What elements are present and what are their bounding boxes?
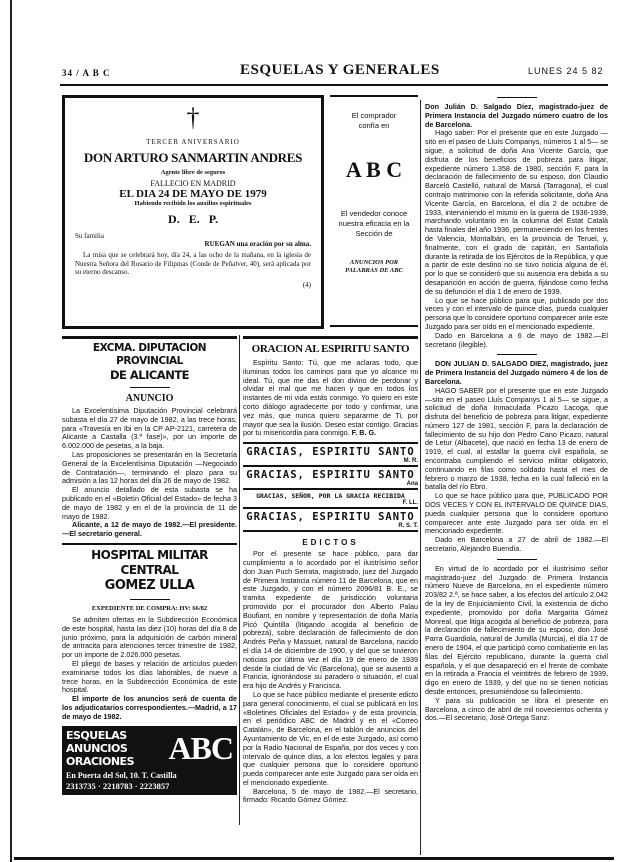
thanks-notice: [243, 488, 418, 507]
separator: [497, 97, 537, 98]
edictos-section: [243, 538, 418, 805]
bottom-rule: [14, 857, 614, 860]
expediente-label: EXPEDIENTE DE COMPRA: HV: 66/82: [91, 604, 208, 612]
death-date: EL DIA 24 DE MAYO DE 1979: [119, 188, 267, 200]
anuncio-label: ANUNCIO: [125, 393, 174, 404]
hospital-para: El importe de los anuncios será de cuenta de los adjudicatarios correspondientes.—Madrid, a 17 de mayo de 1982.: [62, 694, 237, 721]
edicto-para: Barcelona, 5 de mayo de 1982.—El secretario, firmado: Ricardo Gómez Gómez.: [243, 786, 418, 805]
hospital-para: El pliego de bases y relación de artículos pueden examinarse todos los días laborables, de nueve a trece horas, en la Subdirección Económica de este hospital.: [62, 658, 237, 695]
oracion-title: ORACION AL ESPIRITU SANTO: [251, 343, 410, 355]
column-rule: [420, 100, 421, 855]
diputacion-signature: Alicante, a 12 de mayo de 1982.—El presidente.—El secretario general.: [62, 520, 237, 539]
hospital-title: HOSPITAL MILITAR CENTRAL: [91, 547, 208, 577]
oracion-notice: [243, 336, 418, 532]
separator: [130, 599, 170, 600]
promo-line-2: El vendedor conoce nuestra eficacia en la Sección de: [338, 209, 410, 238]
mass-info: La misa que se celebrará hoy, día 24, a las ocho de la mañana, en la iglesia de Nuestra Señora del Rosario de Filipinas (Conde de Peñalver, 40), será aplicada por su eterno descanso.: [75, 251, 311, 276]
right-column-edicts: [425, 92, 608, 723]
separator: [497, 354, 537, 355]
separator: [497, 559, 537, 560]
diputacion-title-2: DE ALICANTE: [109, 368, 190, 382]
hospital-notice: [62, 543, 237, 722]
thanks-text: GRACIAS, SEÑOR, POR LA GRACIA RECIBIDA: [256, 492, 405, 501]
edict-1-para: Dado en Barcelona a 6 de mayo de 1982.—El secretario (ilegible).: [425, 330, 608, 349]
thanks-text: GRACIAS, ESPIRITU SANTO: [246, 446, 415, 459]
edict-1-heading: Don Julián D. Salgado Díez, magistrado-juez de Primera Instancia del Juzgado número cuatro de los de Barcelona.: [425, 102, 608, 129]
thanks-initials: R. S. T.: [398, 523, 418, 530]
ad-line-anuncios: ANUNCIOS: [66, 741, 128, 755]
edict-2-para: HAGO SABER por el presente que en este Juzgado —sito en el paseo Lluís Companys 1 al 5— se sigue, a solicitud de doña Inmaculada Picazo Lacoga, que disfruta del beneficio de pobreza para litigar, expediente número 127 de 1981, sección F, para la declaración de fallecimiento de su hijo don Pedro Cano Picazo, natural de Letur (Albacete), que nació en fecha 13 de enero de 1919, el cual, al estallar la guerra civil española, se encontraba cumpliendo el servicio militar obligatorio, continuando en filas como soldado hasta el mes de febrero o marzo de 1938, fecha en la cual falleció en la batalla del río Ebro.: [425, 385, 608, 492]
thanks-initials: Ana: [406, 481, 418, 488]
edicto-para: Lo que se hace público mediante el presente edicto para general conocimiento, el cual se publicará en los «Boletines Oficiales del Estado» y de esta provincia, en el periódico ABC de Madrid y en el «Correo Catalán», de Barcelona, en el tablón de anuncios del Ayuntamiento de Vic, en el de este Juzgado, así como por la Radio Nacional de España, por dos veces y con intervalo de quince días, a los efectos legales y para que cualquier persona que lo considere oportuno pueda comparecer ante este Juzgado para ser oída en el mencionado expediente.: [243, 689, 419, 787]
edict-3-para: En virtud de lo acordado por el ilustrísimo señor magistrado-juez del Juzgado de Primera Instancia número Nueve de Barcelona, en el expediente número 203/82 2.ª, se hace saber, a los efectos del artículo 2.042 de la ley de Enjuiciamiento Civil, la existencia de dicho expediente, promovido por doña Margarita Gómez Monreal, que litiga acogida al beneficio de pobreza, para la declaración de fallecimiento de su esposo, don José Parra Guardiola, natural de Jumilla (Murcia), el día 17 de enero de 1904, el que participó como combatiente en las filas del Ejército republicano, durante la guerra civil española, y el que desapareció en el frente de combate en la retirada a Francia el veintitrés de febrero de 1939, digo en enero de 1939, y del que no se tienen noticias desde entonces, presumiéndose su fallecimiento.: [425, 563, 608, 696]
thanks-notice: [243, 465, 418, 488]
ad-line-esquelas: ESQUELAS: [66, 728, 127, 742]
edictos-title: EDICTOS: [302, 538, 359, 548]
ad-line-oraciones: ORACIONES: [66, 754, 134, 768]
profession: Agente libre de seguros: [160, 169, 226, 176]
promo-line-1: El comprador confía en: [351, 111, 397, 130]
edict-1-para: Lo que se hace público para que, publicado por dos veces y con el intervalo de quince días, pueda cualquier persona que lo considere oportuno comparecer ante este Juzgado para ser oído en el mencionado expediente.: [425, 295, 608, 331]
section-title: ESQUELAS Y GENERALES: [240, 62, 440, 78]
diputacion-title: EXCMA. DIPUTACION PROVINCIAL: [92, 342, 207, 367]
abc-logo: A B C: [345, 157, 403, 182]
oracion-text: [243, 359, 418, 438]
column-rule: [239, 335, 240, 825]
ad-address: En Puerta del Sol, 10. T. Castilla: [66, 770, 177, 780]
deceased-name: DON ARTURO SANMARTIN ANDRES: [83, 150, 303, 165]
diputacion-notice: [62, 336, 237, 539]
oracion-signature: F. B. G.: [351, 428, 377, 438]
abc-promo: [330, 95, 418, 327]
middle-column: [243, 336, 418, 805]
oracion-body: Espíritu Santo: Tú, que me aclaras todo, que iluminas todos los caminos para que yo alcance mi ideal. Tú, que me das el don divino de perdonar y olvidar el mal que me hacen y que en todos los instantes de mi vida estás conmigo. Yo quiero en este corto diálogo agradecerte por todo y confirmar, una vez más, que nunca quiero separarme de Ti, por mayor que sea la ilusión. Deseo estar contigo. Gracias por tu misericordia para conmigo.: [243, 358, 418, 438]
edict-1-para: Hago saber: Por el presente que en este Juzgado —sito en el paseo de Lluís Companys, números 1 al 5— se sigue, a solicitud de doña Ana Vicente García, que disfruta de los beneficios de pobreza para litigar, expediente número 1.358 de 1980, sección F, para la declaración de fallecimiento de su esposo, don Claudio Barceló Castelló, natural de Marsá (Tarragona), el cual contrajo matrimonio con la referida solicitante, doña Ana Vicente García, en Barcelona, el día 2 de octubre de 1933, interviniendo el mismo en la guerra de 1936-1939, marchando voluntario en la columna del Estat Català hasta finales del año 1936, permaneciendo en los frentes de Valencia, Montalbán, en la provincia de Teruel, y, finalmente, con el grado de capitán, en Santañola durante la retirada de los Ejércitos de la República, y que a partir de este destino no se tuvo noticia alguna de él, por lo que se consideró que su ausencia era debida a su desaparición en acción de guerra, fijándose como fecha de su defunción el día 1 de enero de 1939.: [425, 128, 608, 296]
edict-2-para: Dado en Barcelona a 27 de abril de 1982.—El secretario, Alejandro Buendía.: [425, 535, 608, 554]
edict-3-para: Y para su publicación se libra el presente en Barcelona, a cinco de abril de mil novecientos ochenta y dos.—El secretario, José Ortega Sanz.: [425, 695, 608, 723]
ad-phones: 2313735 · 2218783 · 2223857: [66, 780, 170, 791]
cross-icon: †: [186, 103, 200, 132]
left-column: [62, 336, 237, 795]
sacraments: Habiendo recibido los auxilios espirituales: [134, 200, 252, 207]
page-edge-line: [10, 0, 12, 862]
died-in: FALLECIO EN MADRID: [150, 179, 236, 188]
thanks-initials: M. R.: [403, 458, 418, 465]
thanks-text: GRACIAS, ESPIRITU SANTO: [246, 469, 415, 482]
ad-abc-logo: ABC: [168, 730, 233, 767]
hospital-para: Se admiten ofertas en la Subdirección Económica de este hospital, hasta las diez (10) horas del día 8 de junio próximo, para la adquisición de carbón mineral de antracita para atenciones tercer trimestre de 1982, por un importe de 2.026.000 pesetas.: [62, 614, 237, 660]
request: RUEGAN una oración por su alma.: [204, 240, 311, 248]
obituary-notice: [62, 95, 324, 329]
ref-number: (4): [302, 280, 311, 289]
family: Su familia: [75, 232, 104, 240]
edict-2-heading: DON JULIAN D. SALGADO DIEZ, magistrado, juez de Primera Instancia del Juzgado número 4 de los de Barcelona.: [425, 359, 608, 386]
abc-classified-ad: [62, 726, 237, 795]
header-rule: [60, 84, 608, 86]
rip: D. E. P.: [168, 212, 218, 226]
diputacion-para: Las proposiciones se presentarán en la Secretaría General de la Excelentísima Diputación —Negociado de Contratación—, terminando el plazo para su admisión a las 12 horas del día 26 de mayo de 1982.: [62, 449, 237, 486]
thanks-notice: [243, 507, 418, 532]
edicto-para: Por el presente se hace público, para dar cumplimiento a lo acordado por el ilustrísimo señor don Juan Puch Serrata, magistrado, juez del Juzgado de Primera Instancia número 11 de Barcelona, que en este Juzgado, y con el número 2096/81 B. E., se tramita expediente de jurisdicción voluntaria promovido por el procurador don Alberto Palau Boufiant, en nombre y representación de doña María Picó Quintilla (litigando acogida al beneficio de pobreza), sobre declaración de fallecimiento de don Andrés Peña y Massuet, natural de Barcelona, nacido el día 14 de diciembre de 1900, y del que se tuvieron noticias por última vez el día 19 de enero de 1939 desde la ciudad de Vic (Barcelona), que se ausentó a Francia, ignorándose su paradero o situación, el cual era hijo de Andrés y Francisca.: [243, 549, 418, 691]
diputacion-para: El anuncio detallado de esta subasta se ha publicado en el «Boletín Oficial del Estado» de fecha 3 de mayo de 1982 y en el de la provincia de 11 de mayo de 1982.: [62, 485, 237, 521]
thanks-initials: F. LL.: [402, 500, 418, 507]
separator: [130, 387, 170, 388]
issue-date: LUNES 24 5 82: [528, 66, 604, 76]
thanks-text: GRACIAS, ESPIRITU SANTO: [246, 511, 415, 524]
thanks-notice: [243, 442, 418, 465]
promo-line-3: ANUNCIOS POR PALABRAS DE ABC: [345, 259, 403, 274]
hospital-title-2: GOMEZ ULLA: [104, 577, 195, 593]
anniversary-label: TERCER ANIVERSARIO: [146, 138, 240, 146]
edict-2-para: Lo que se hace público para que, PUBLICADO POR DOS VECES Y CON EL INTERVALO DE QUINCE DIAS, pueda cualquier persona que lo considere oportuno comparecer ante este Juzgado para ser oída en el mencionado expediente.: [425, 491, 608, 536]
diputacion-para: La Excelentísima Diputación Provincial celebrará subasta el día 27 de mayo de 1982, a las trece horas, para «Travesía en Ibi en la CP AP-2121, carretera de Alicante a Castalla (3.ª fase)», por un importe de 6.002.000 de pesetas, a la baja.: [62, 406, 237, 451]
page-number: 34 / A B C: [62, 68, 111, 78]
